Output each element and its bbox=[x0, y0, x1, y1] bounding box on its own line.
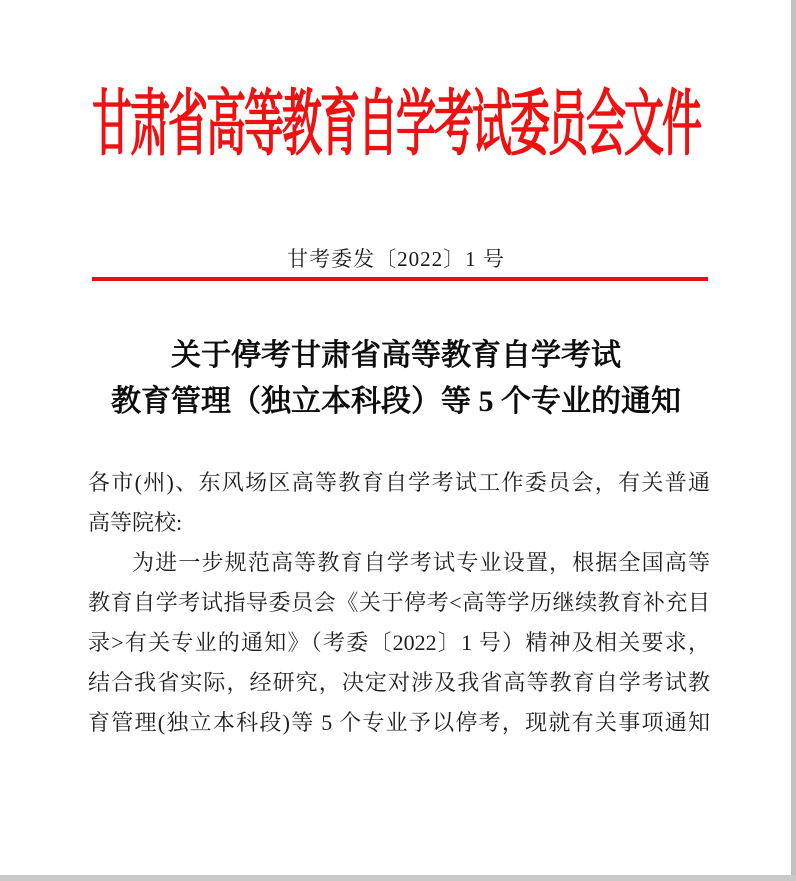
scan-edge-bottom bbox=[0, 875, 796, 881]
notice-title-line2: 教育管理（独立本科段）等 5 个专业的通知 bbox=[111, 385, 681, 418]
body-line: 高等院校: bbox=[88, 510, 183, 535]
body-line: 育管理(独立本科段)等 5 个专业予以停考，现就有关事项通知 bbox=[88, 710, 710, 735]
document-masthead bbox=[0, 83, 792, 165]
document-number: 甘考委发〔2022〕1 号 bbox=[287, 247, 505, 271]
notice-title bbox=[0, 333, 792, 425]
body-line: 教育自学考试指导委员会《关于停考<高等学历继续教育补充目 bbox=[88, 590, 710, 615]
notice-body bbox=[88, 463, 710, 743]
body-line: 结合我省实际，经研究，决定对涉及我省高等教育自学考试教 bbox=[88, 670, 710, 695]
body-line: 各市(州)、东风场区高等教育自学考试工作委员会，有关普通 bbox=[88, 470, 710, 495]
body-line: 为进一步规范高等教育自学考试专业设置，根据全国高等 bbox=[132, 550, 710, 575]
red-divider-line bbox=[92, 277, 708, 281]
notice-title-line1: 关于停考甘肃省高等教育自学考试 bbox=[171, 339, 621, 372]
agency-title: 甘肃省高等教育自学考试委员会文件 bbox=[92, 83, 700, 165]
body-line: 录>有关专业的通知》（考委〔2022〕1 号）精神及相关要求， bbox=[88, 630, 710, 655]
